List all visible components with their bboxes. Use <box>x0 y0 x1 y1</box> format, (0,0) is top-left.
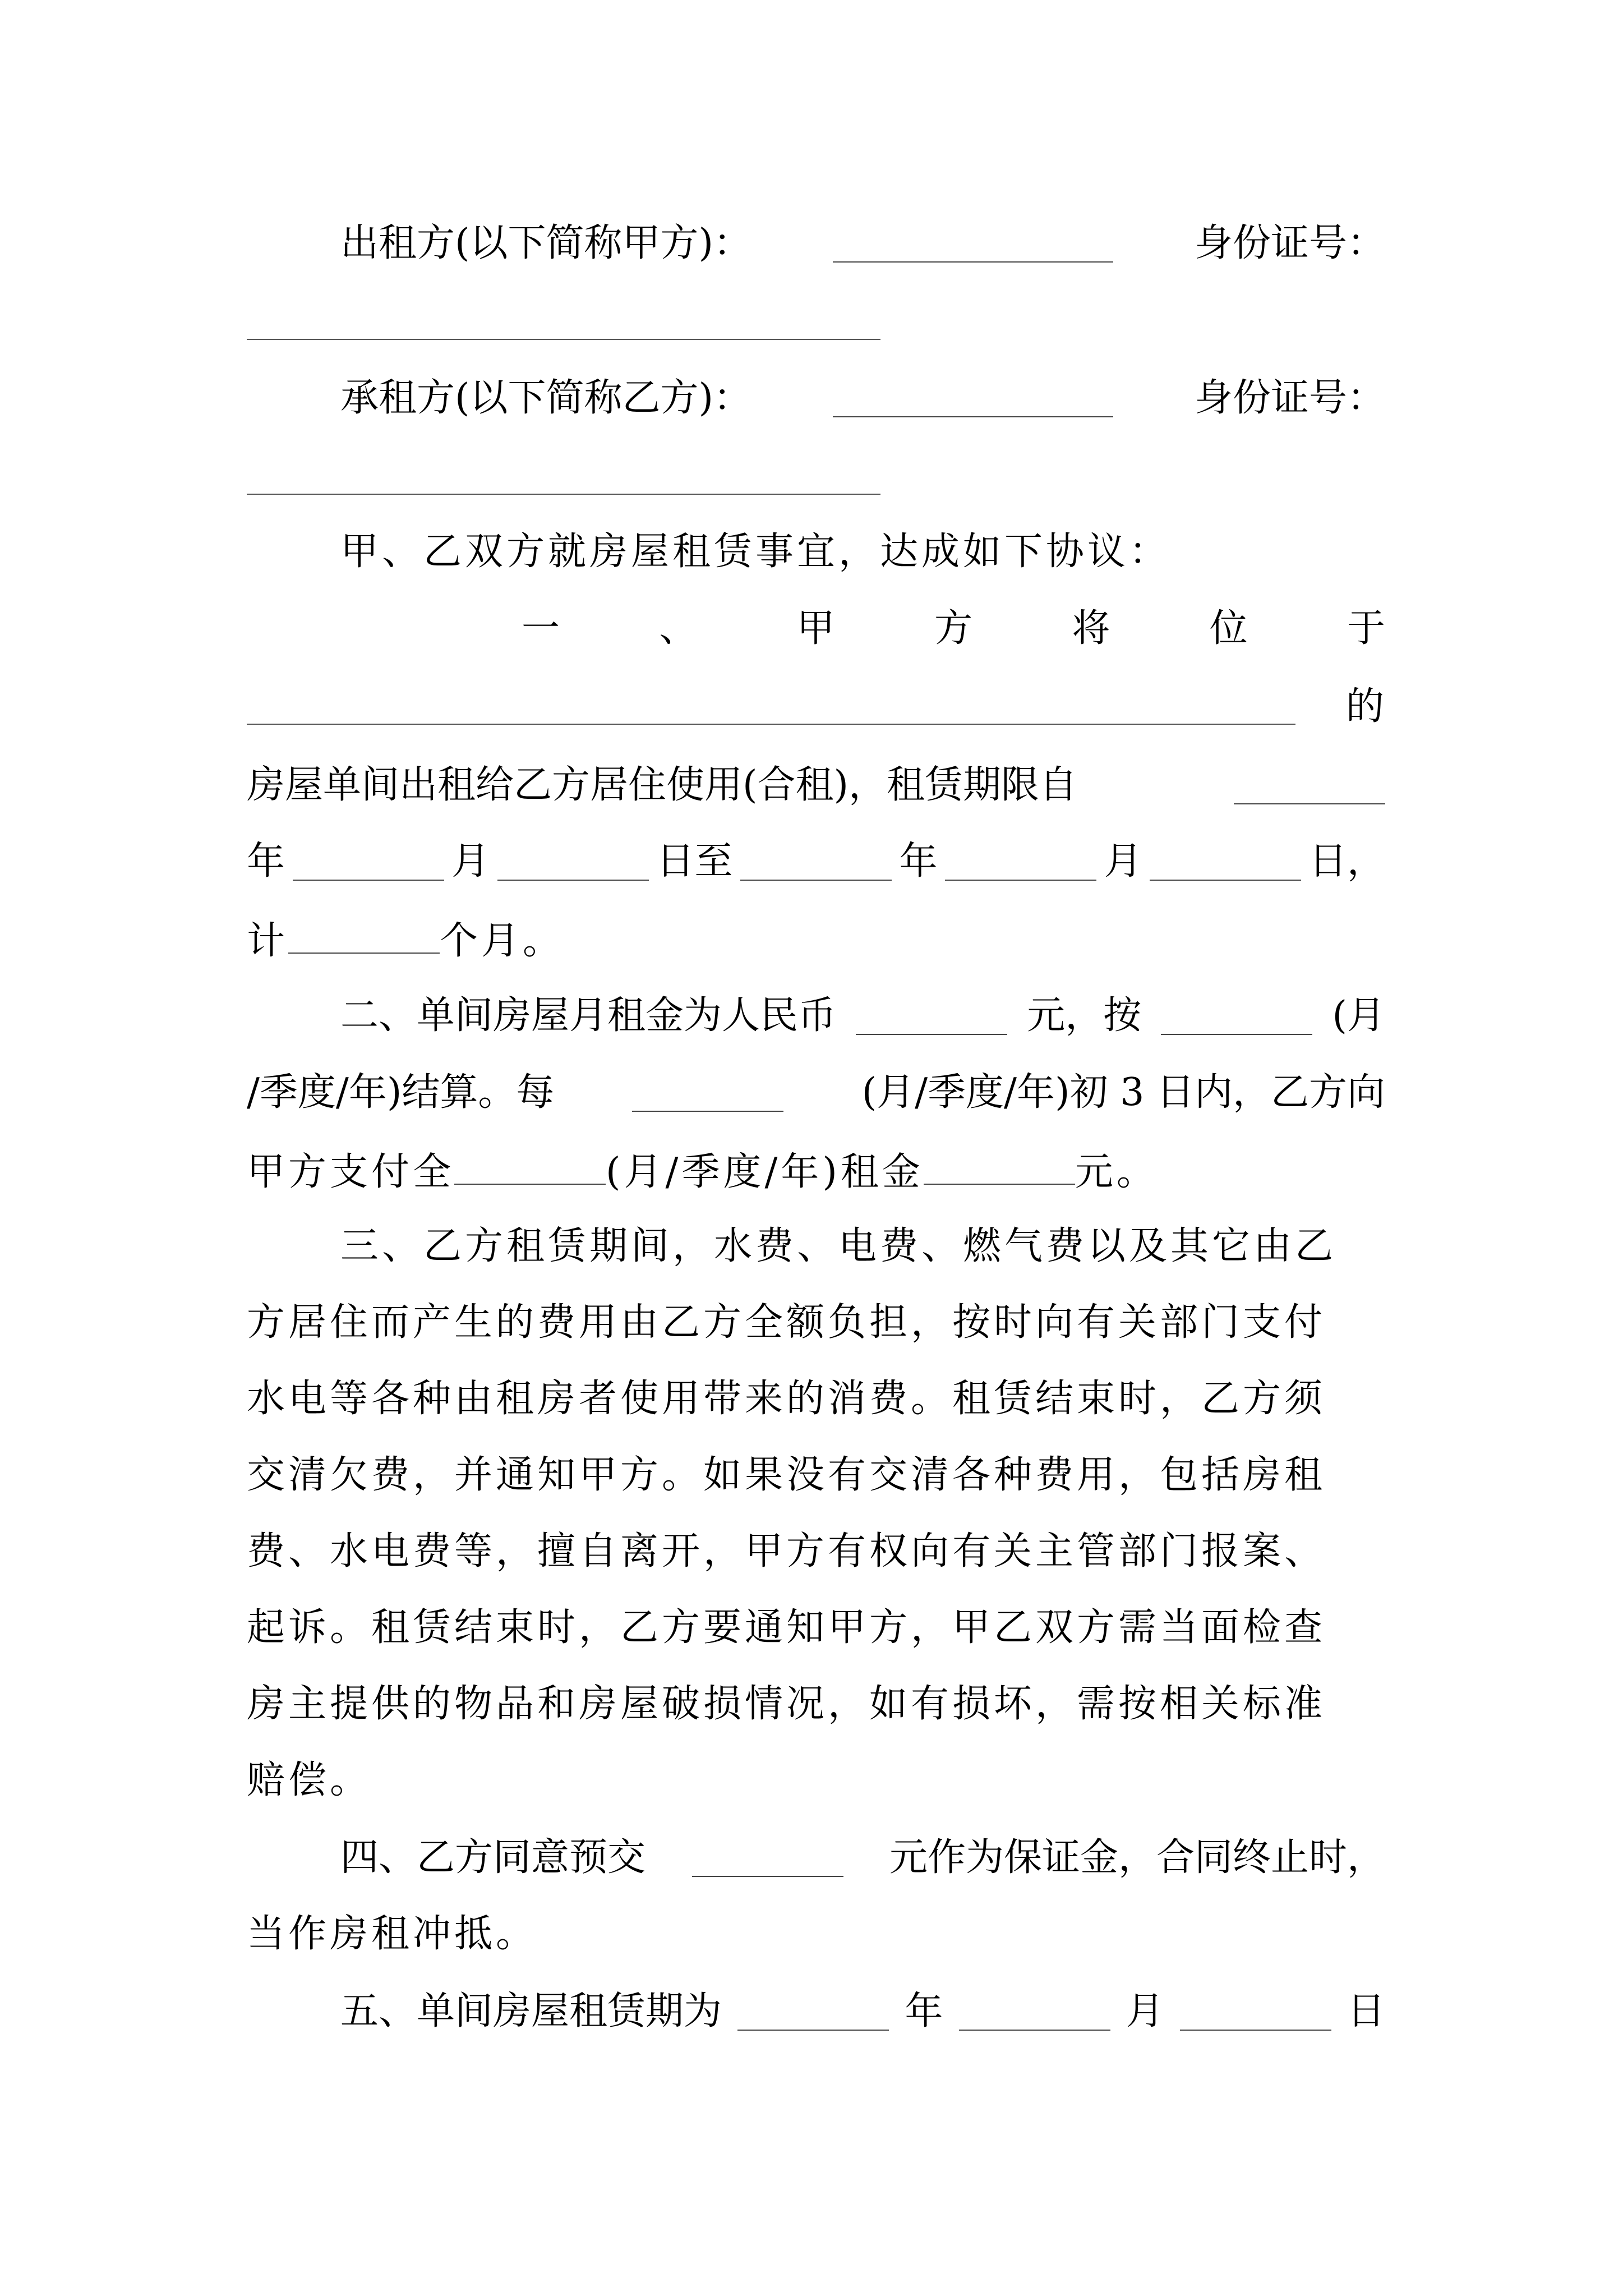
clause1-text: 房屋单间出租给乙方居住使用(合租)，租赁期限自 <box>247 763 1078 807</box>
clause2-text: (月 <box>1332 993 1385 1038</box>
clause1-char: 于 <box>1347 606 1385 651</box>
clause2-text: (月/季度/年)初 3 日内，乙方向 <box>861 1070 1385 1115</box>
months-blank[interactable] <box>288 919 440 954</box>
clause4-line2: 当作房租冲抵。 <box>247 1912 538 1956</box>
end-day-blank[interactable] <box>1150 846 1301 881</box>
payment-period-blank[interactable] <box>632 1077 783 1112</box>
clause5-line1 <box>340 1989 1385 2033</box>
monthly-rent-blank[interactable] <box>856 1000 1007 1035</box>
clause4-text: 元作为保证金，合同终止时， <box>889 1835 1385 1880</box>
clause5-text: 五、单间房屋租赁期为 <box>340 1989 722 2033</box>
clause2-line2 <box>247 1070 1385 1115</box>
clause2-text: 二、单间房屋月租金为人民币 <box>340 993 837 1038</box>
clause3-line: 方居住而产生的费用由乙方全额负担，按时向有关部门支付 <box>247 1300 1326 1345</box>
lessor-label: 出租方(以下简称甲方)： <box>340 221 752 265</box>
clause3-line: 起诉。租赁结束时，乙方要通知甲方，甲乙双方需当面检查 <box>247 1605 1326 1650</box>
clause1-line5 <box>247 919 1385 963</box>
lessor-name-blank[interactable] <box>833 228 1113 263</box>
end-month-blank[interactable] <box>945 846 1096 881</box>
total-label: 计 <box>247 919 289 963</box>
months-label: 个月。 <box>440 919 565 963</box>
property-location-blank[interactable] <box>247 724 1295 725</box>
clause5-text: 年 <box>905 1989 943 2033</box>
start-day-blank[interactable] <box>497 846 649 881</box>
rent-amount-blank[interactable] <box>924 1150 1075 1185</box>
clause3-line: 交清欠费，并通知甲方。如果没有交清各种费用，包括房租 <box>247 1453 1326 1497</box>
lessee-id-label: 身份证号： <box>1194 376 1385 420</box>
clause2-text: /季度/年)结算。每 <box>247 1070 555 1115</box>
clause1-char: 将 <box>1072 606 1110 651</box>
clause2-line3 <box>247 1150 1385 1194</box>
clause1-char: 甲 <box>796 606 835 651</box>
clause2-line1 <box>340 993 1385 1038</box>
clause3-line: 费、水电费等，擅自离开，甲方有权向有关主管部门报案、 <box>247 1529 1326 1573</box>
lessee-name-blank[interactable] <box>833 383 1113 417</box>
deposit-blank[interactable] <box>692 1842 843 1877</box>
clause1-tail: 的 <box>1346 684 1388 729</box>
end-day-label: 日， <box>1308 839 1385 884</box>
start-day-label: 日至 <box>656 839 733 884</box>
clause2-text: 甲方支付全 <box>247 1150 455 1194</box>
clause3-line: 三、乙方租赁期间，水费、电费、燃气费以及其它由乙 <box>340 1224 1337 1268</box>
lessee-line <box>340 376 1385 420</box>
clause5-text: 日 <box>1347 1989 1385 2033</box>
clause3-line: 水电等各种由租房者使用带来的消费。租赁结束时，乙方须 <box>247 1377 1326 1421</box>
term-month-blank[interactable] <box>959 1996 1110 2031</box>
clause2-text: 元，按 <box>1027 993 1142 1038</box>
start-year-blank[interactable] <box>1234 770 1385 804</box>
clause1-char: 、 <box>659 606 698 651</box>
clause1-char: 位 <box>1209 606 1248 651</box>
start-month-blank[interactable] <box>293 846 444 881</box>
clause2-text: 元。 <box>1075 1150 1158 1194</box>
end-month-label: 月 <box>1104 839 1142 884</box>
payment-unit-blank[interactable] <box>454 1150 606 1185</box>
lessee-label: 承租方(以下简称乙方)： <box>340 376 752 420</box>
end-year-blank[interactable] <box>740 846 892 881</box>
clause3-line: 房主提供的物品和房屋破损情况，如有损坏，需按相关标准 <box>247 1682 1326 1726</box>
lessor-id-label: 身份证号： <box>1194 221 1385 265</box>
clause3-line: 赔偿。 <box>247 1758 372 1802</box>
clause1-line3 <box>247 763 1385 807</box>
clause5-text: 月 <box>1126 1989 1164 2033</box>
start-year-label: 年 <box>247 839 285 884</box>
clause1-line1 <box>522 606 1385 651</box>
clause1-line4 <box>247 839 1385 884</box>
intro-line: 甲、乙双方就房屋租赁事宜，达成如下协议： <box>340 530 1171 574</box>
lessor-line <box>340 221 1385 265</box>
lessee-id-blank[interactable] <box>247 494 880 495</box>
settlement-period-blank[interactable] <box>1161 1000 1312 1035</box>
term-year-blank[interactable] <box>737 1996 889 2031</box>
start-month-label: 月 <box>451 839 490 884</box>
lessor-id-blank[interactable] <box>247 339 880 340</box>
clause1-char: 方 <box>934 606 972 651</box>
term-day-blank[interactable] <box>1180 1996 1331 2031</box>
clause1-char: 一 <box>522 606 560 651</box>
clause2-text: (月/季度/年)租金 <box>606 1150 924 1194</box>
end-year-label: 年 <box>899 839 938 884</box>
clause4-line1 <box>340 1835 1385 1880</box>
clause4-text: 四、乙方同意预交 <box>340 1835 646 1880</box>
